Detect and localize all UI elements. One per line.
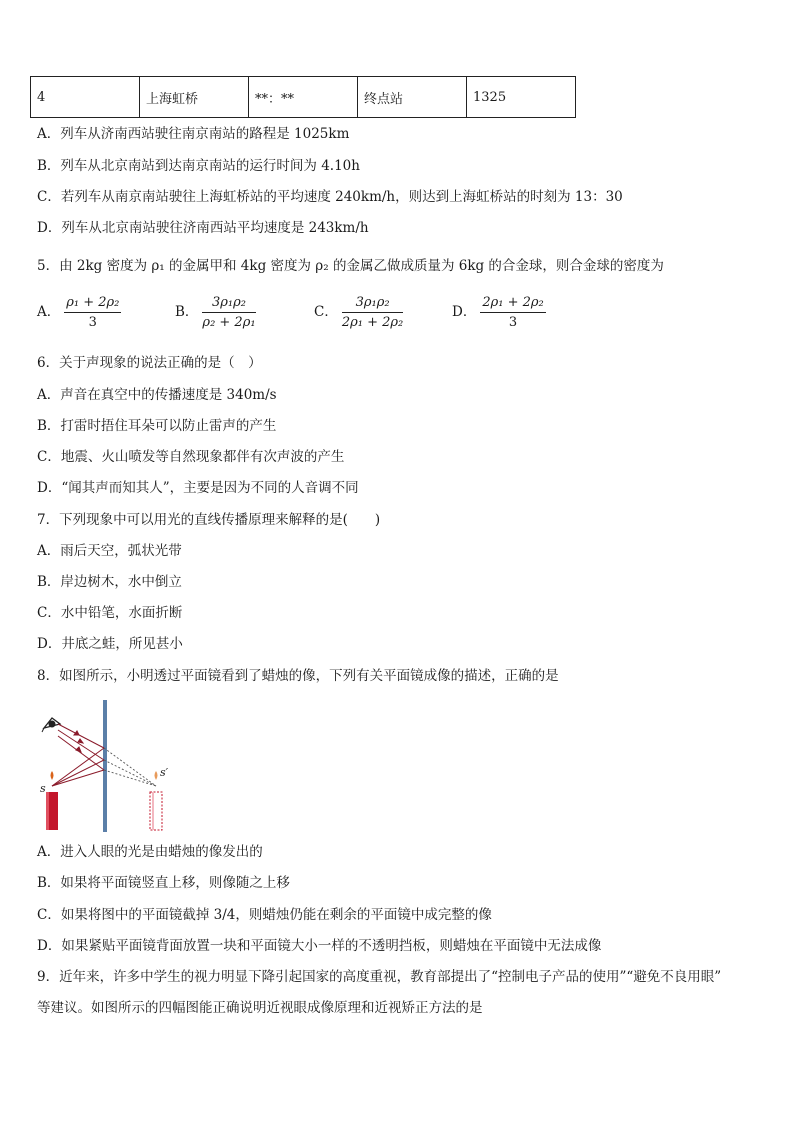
- q8-stem: 8．如图所示，小明透过平面镜看到了蜡烛的像，下列有关平面镜成像的描述，正确的是: [37, 668, 559, 684]
- plane-mirror: [103, 700, 107, 832]
- q5-option-d: [452, 295, 546, 330]
- option-label: C．: [314, 304, 338, 320]
- q6-option-a: A．声音在真空中的传播速度是 340m/s: [37, 387, 277, 403]
- numerator: ρ₁ + 2ρ₂: [64, 295, 121, 313]
- q8-option-b: B．如果将平面镜竖直上移，则像随之上移: [37, 875, 290, 891]
- label-s-prime: s′: [160, 766, 169, 779]
- numerator: 3ρ₁ρ₂: [202, 295, 255, 313]
- table-cell: 上海虹桥: [140, 77, 249, 118]
- q5-stem: 5．由 2kg 密度为 ρ₁ 的金属甲和 4kg 密度为 ρ₂ 的金属乙做成质量为 6kg 的合金球，则合金球的密度为: [37, 258, 664, 274]
- eye-icon: [42, 718, 60, 732]
- fraction: [480, 295, 545, 330]
- q5-option-b: [175, 295, 256, 330]
- q6-option-d: D．“闻其声而知其人”，主要是因为不同的人音调不同: [37, 480, 359, 496]
- fraction: [64, 295, 121, 330]
- q5-option-a: [37, 295, 121, 330]
- q6-option-c: C．地震、火山喷发等自然现象都伴有次声波的产生: [37, 449, 345, 465]
- timetable: [30, 76, 576, 118]
- q8-option-c: C．如果将图中的平面镜截掉 3/4，则蜡烛仍能在剩余的平面镜中成完整的像: [37, 907, 492, 923]
- option-label: D．: [452, 304, 477, 320]
- table-cell: 1325: [467, 77, 576, 118]
- virtual-rays: [104, 748, 156, 786]
- q8-option-a: A．进入人眼的光是由蜡烛的像发出的: [37, 844, 263, 860]
- fraction: [202, 295, 255, 330]
- table-cell: 终点站: [358, 77, 467, 118]
- table-cell: 4: [31, 77, 140, 118]
- denominator: 3: [508, 315, 518, 330]
- label-s: s: [40, 782, 46, 795]
- q4-option-b: B．列车从北京南站到达南京南站的运行时间为 4.10h: [37, 158, 360, 174]
- q9-stem-line2: 等建议。如图所示的四幅图能正确说明近视眼成像原理和近视矫正方法的是: [37, 1000, 483, 1016]
- q6-option-b: B．打雷时捂住耳朵可以防止雷声的产生: [37, 418, 277, 434]
- q5-option-c: [314, 295, 403, 330]
- q7-option-c: C．水中铅笔，水面折断: [37, 605, 183, 621]
- denominator: ρ₂ + 2ρ₁: [202, 315, 256, 330]
- q9-stem-line1: 9．近年来，许多中学生的视力明显下降引起国家的高度重视，教育部提出了“控制电子产品的使用”“避免不良用眼”: [37, 969, 722, 985]
- numerator: 2ρ₁ + 2ρ₂: [480, 295, 545, 313]
- q8-option-d: D．如果紧贴平面镜背面放置一块和平面镜大小一样的不透明挡板，则蜡烛在平面镜中无法成像: [37, 938, 602, 954]
- mirror-candle-figure: [38, 700, 178, 832]
- q7-stem: 7．下列现象中可以用光的直线传播原理来解释的是( ): [37, 512, 381, 528]
- candle-icon: [46, 771, 58, 830]
- q4-option-d: D．列车从北京南站驶往济南西站平均速度是 243km/h: [37, 220, 369, 236]
- q7-option-b: B．岸边树木，水中倒立: [37, 574, 182, 590]
- q4-option-a: A．列车从济南西站驶往南京南站的路程是 1025km: [37, 126, 350, 142]
- q6-stem: 6．关于声现象的说法正确的是（ ）: [37, 355, 262, 371]
- option-label: A．: [37, 304, 61, 320]
- numerator: 3ρ₁ρ₂: [342, 295, 403, 313]
- denominator: 2ρ₁ + 2ρ₂: [341, 315, 404, 330]
- fraction: [342, 295, 403, 330]
- table-cell: **：**: [249, 77, 358, 118]
- denominator: 3: [88, 315, 97, 330]
- table-row: [31, 77, 576, 118]
- light-rays: [52, 724, 104, 786]
- candle-image-icon: [150, 771, 162, 830]
- option-label: B．: [175, 304, 199, 320]
- q7-option-a: A．雨后天空，弧状光带: [37, 543, 182, 559]
- q7-option-d: D．井底之蛙，所见甚小: [37, 636, 183, 652]
- q4-option-c: C．若列车从南京南站驶往上海虹桥站的平均速度 240km/h，则达到上海虹桥站的时刻为 13：30: [37, 189, 623, 205]
